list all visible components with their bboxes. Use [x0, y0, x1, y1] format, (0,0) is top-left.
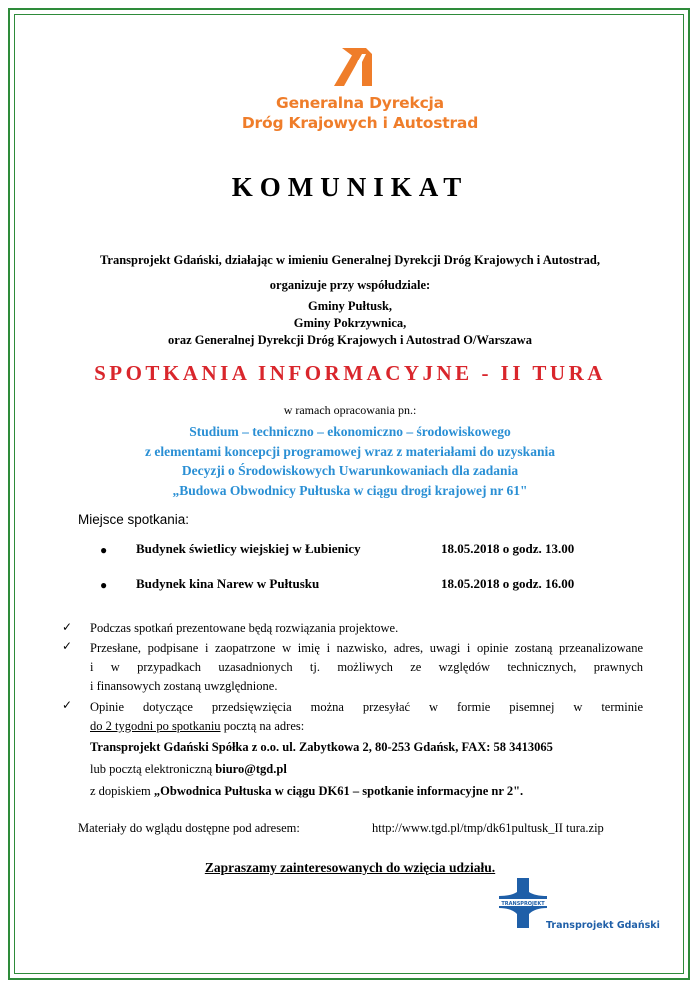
note-2-line-2: i w przypadkach uzasadnionych tj. możliwych ze względów technicznych, prawnych [90, 660, 643, 674]
framework-text: w ramach opracowania pn.: [283, 403, 417, 417]
email-address-link[interactable]: biuro@tgd.pl [215, 762, 287, 776]
checkmark-icon: ✓ [62, 620, 73, 634]
gddkia-logo-icon [332, 46, 376, 88]
meeting-place-2: Budynek kina Narew w Pułtusku [136, 576, 320, 591]
study-line-1: Studium – techniczno – ekonomiczno – środowiskowego [189, 424, 511, 439]
note-2 [90, 639, 643, 696]
study-line-2: z elementami koncepcji programowej wraz z materiałami do uzyskania [145, 444, 555, 459]
logo-line-2: Dróg Krajowych i Autostrad [241, 114, 479, 132]
gddkia-logo-text [240, 93, 480, 133]
transprojekt-name: Transprojekt Gdański [546, 920, 660, 931]
bullet-icon: ● [100, 543, 108, 557]
intro-line-3: Gminy Pułtusk, [307, 299, 393, 313]
bullet-icon: ● [100, 578, 108, 592]
checkmark-icon: ✓ [62, 639, 73, 653]
subject-prefix: z dopiskiem [90, 784, 154, 798]
intro-line-5: oraz Generalnej Dyrekcji Dróg Krajowych i Autostrad O/Warszawa [168, 333, 532, 347]
materials-label: Materiały do wglądu dostępne pod adresem: [78, 821, 300, 835]
note-2-line-3: i finansowych zostaną uwzględnione. [90, 679, 278, 693]
meeting-time-2: 18.05.2018 o godz. 16.00 [441, 576, 575, 591]
note-3-line-2-rest: pocztą na adres: [220, 719, 305, 733]
note-1: Podczas spotkań prezentowane będą rozwiązania projektowe. [90, 621, 399, 635]
note-3 [90, 698, 643, 736]
meeting-time-1: 18.05.2018 o godz. 13.00 [441, 541, 575, 556]
logo-line-1: Generalna Dyrekcja [276, 94, 444, 112]
study-line-4: „Budowa Obwodnicy Pułtuska w ciągu drogi krajowej nr 61" [172, 483, 528, 498]
subject-line [90, 784, 523, 799]
study-line-3: Decyzji o Środowiskowych Uwarunkowaniach dla zadania [181, 463, 519, 478]
meeting-place-1: Budynek świetlicy wiejskiej w Łubienicy [136, 541, 361, 556]
note-3-line-1: Opinie dotyczące przedsięwzięcia można przesyłać w formie pisemnej w terminie [90, 700, 643, 714]
materials-url-link[interactable]: http://www.tgd.pl/tmp/dk61pultusk_II tura.zip [372, 821, 604, 835]
meeting-subtitle: SPOTKANIA INFORMACYJNE - II TURA [94, 361, 606, 385]
note-2-line-1: Przesłane, podpisane i zaopatrzone w imię i nazwisko, adres, uwagi i opinie zostaną przeanalizowane [90, 641, 643, 655]
transprojekt-badge-text: TRANSPROJEKT [501, 901, 545, 907]
postal-address: Transprojekt Gdański Spółka z o.o. ul. Zabytkowa 2, 80-253 Gdańsk, FAX: 58 3413065 [90, 740, 553, 754]
intro-line-1: Transprojekt Gdański, działając w imieniu Generalnej Dyrekcji Dróg Krajowych i Autostrad, [100, 253, 600, 267]
checkmark-icon: ✓ [62, 698, 73, 712]
email-prefix: lub pocztą elektroniczną [90, 762, 216, 776]
email-line [90, 762, 287, 777]
transprojekt-logo-icon [497, 876, 549, 930]
invitation-text: Zapraszamy zainteresowanych do wzięcia udziału. [204, 860, 496, 875]
deadline-text: do 2 tygodni po spotkaniu [90, 719, 221, 733]
subject-text: „Obwodnica Pułtuska w ciągu DK61 – spotkanie informacyjne nr 2". [153, 784, 524, 798]
meeting-place-label: Miejsce spotkania: [78, 512, 190, 527]
page-title: KOMUNIKAT [231, 172, 469, 202]
intro-line-2: organizuje przy współudziale: [269, 278, 431, 292]
intro-line-4: Gminy Pokrzywnica, [293, 316, 407, 330]
